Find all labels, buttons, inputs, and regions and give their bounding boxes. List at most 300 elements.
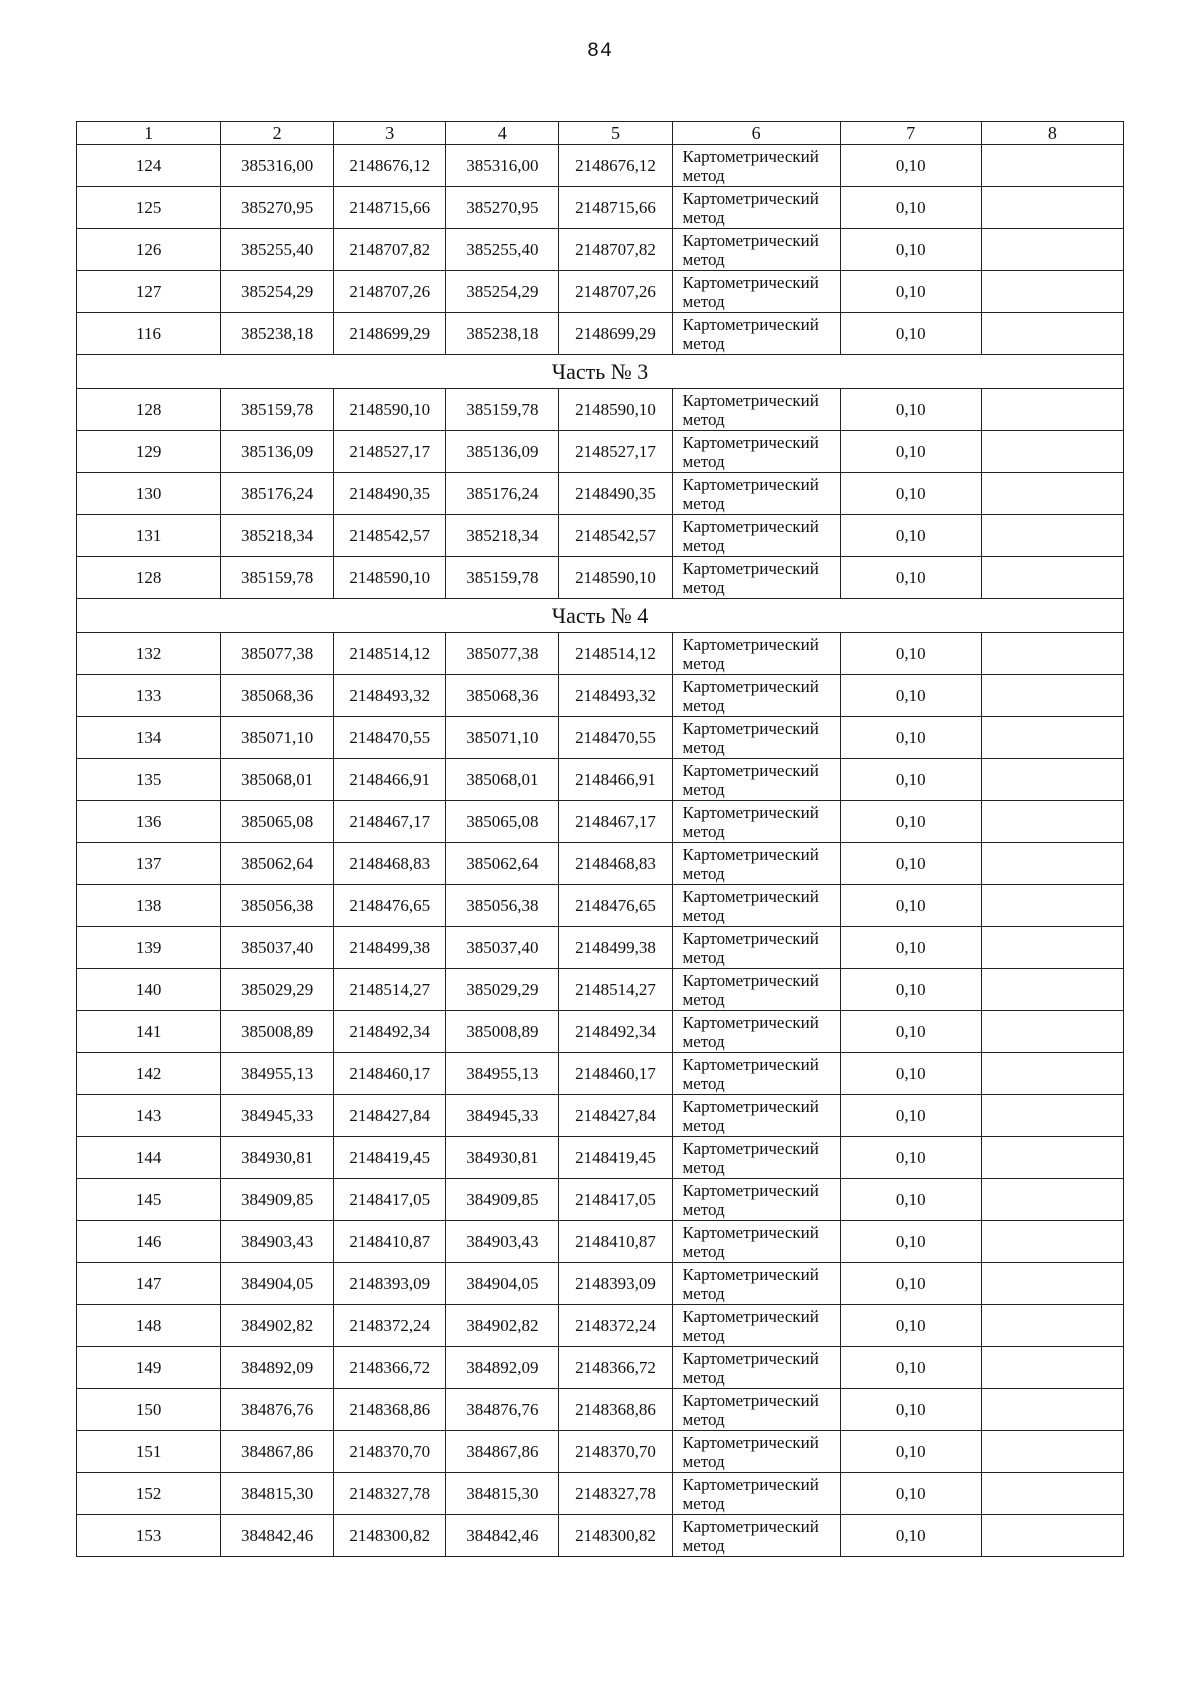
method-line-1: Картометрический xyxy=(682,718,819,738)
y-coord: 2148410,87 xyxy=(334,1221,446,1263)
y-coord: 2148427,84 xyxy=(334,1095,446,1137)
column-8-cell xyxy=(981,1473,1123,1515)
x-coord: 384867,86 xyxy=(221,1431,334,1473)
method-line-1: Картометрический xyxy=(682,760,819,780)
table-row xyxy=(77,557,1124,599)
column-8-cell xyxy=(981,515,1123,557)
point-number: 142 xyxy=(77,1053,221,1095)
column-8-cell xyxy=(981,1179,1123,1221)
column-8-cell xyxy=(981,1053,1123,1095)
column-number: 8 xyxy=(981,122,1123,145)
method-line-1: Картометрический xyxy=(682,146,819,166)
y-coord-2: 2148327,78 xyxy=(559,1473,672,1515)
column-number: 7 xyxy=(840,122,981,145)
y-coord: 2148707,26 xyxy=(334,271,446,313)
method-line-1: Картометрический xyxy=(682,1138,819,1158)
method-line-2: метод xyxy=(682,1493,725,1513)
x-coord: 385029,29 xyxy=(221,969,334,1011)
accuracy: 0,10 xyxy=(840,927,981,969)
point-number: 150 xyxy=(77,1389,221,1431)
column-8-cell xyxy=(981,1011,1123,1053)
y-coord: 2148370,70 xyxy=(334,1431,446,1473)
accuracy: 0,10 xyxy=(840,1011,981,1053)
x-coord-2: 385068,01 xyxy=(446,759,559,801)
method-line-1: Картометрический xyxy=(682,1012,819,1032)
accuracy: 0,10 xyxy=(840,557,981,599)
method-line-2: метод xyxy=(682,207,725,227)
determination-method xyxy=(672,1431,840,1473)
y-coord: 2148527,17 xyxy=(334,431,446,473)
x-coord-2: 384945,33 xyxy=(446,1095,559,1137)
y-coord-2: 2148490,35 xyxy=(559,473,672,515)
method-line-1: Картометрический xyxy=(682,634,819,654)
y-coord: 2148492,34 xyxy=(334,1011,446,1053)
method-line-2: метод xyxy=(682,493,725,513)
x-coord-2: 384867,86 xyxy=(446,1431,559,1473)
determination-method xyxy=(672,1473,840,1515)
x-coord: 385218,34 xyxy=(221,515,334,557)
y-coord: 2148490,35 xyxy=(334,473,446,515)
determination-method xyxy=(672,473,840,515)
method-line-2: метод xyxy=(682,653,725,673)
y-coord: 2148460,17 xyxy=(334,1053,446,1095)
x-coord: 385077,38 xyxy=(221,633,334,675)
y-coord: 2148368,86 xyxy=(334,1389,446,1431)
x-coord-2: 385029,29 xyxy=(446,969,559,1011)
accuracy: 0,10 xyxy=(840,1137,981,1179)
point-number: 128 xyxy=(77,389,221,431)
column-8-cell xyxy=(981,187,1123,229)
accuracy: 0,10 xyxy=(840,1221,981,1263)
method-line-2: метод xyxy=(682,1367,725,1387)
method-line-2: метод xyxy=(682,1157,725,1177)
table-row xyxy=(77,1347,1124,1389)
table-row xyxy=(77,1137,1124,1179)
x-coord: 385159,78 xyxy=(221,557,334,599)
table-row xyxy=(77,759,1124,801)
x-coord-2: 384892,09 xyxy=(446,1347,559,1389)
x-coord: 385270,95 xyxy=(221,187,334,229)
column-8-cell xyxy=(981,633,1123,675)
point-number: 139 xyxy=(77,927,221,969)
y-coord: 2148327,78 xyxy=(334,1473,446,1515)
table-row xyxy=(77,1095,1124,1137)
method-line-2: метод xyxy=(682,1241,725,1261)
y-coord: 2148493,32 xyxy=(334,675,446,717)
column-number: 1 xyxy=(77,122,221,145)
x-coord: 384902,82 xyxy=(221,1305,334,1347)
column-8-cell xyxy=(981,229,1123,271)
column-number: 3 xyxy=(334,122,446,145)
point-number: 134 xyxy=(77,717,221,759)
method-line-2: метод xyxy=(682,1325,725,1345)
accuracy: 0,10 xyxy=(840,473,981,515)
y-coord-2: 2148393,09 xyxy=(559,1263,672,1305)
x-coord: 384909,85 xyxy=(221,1179,334,1221)
method-line-2: метод xyxy=(682,821,725,841)
determination-method xyxy=(672,717,840,759)
x-coord: 384876,76 xyxy=(221,1389,334,1431)
column-number: 6 xyxy=(672,122,840,145)
table-row xyxy=(77,515,1124,557)
accuracy: 0,10 xyxy=(840,187,981,229)
table-row xyxy=(77,969,1124,1011)
table-row xyxy=(77,1263,1124,1305)
method-line-1: Картометрический xyxy=(682,314,819,334)
column-8-cell xyxy=(981,1095,1123,1137)
coordinates-table xyxy=(76,121,1124,1557)
y-coord: 2148699,29 xyxy=(334,313,446,355)
y-coord-2: 2148527,17 xyxy=(559,431,672,473)
table-row xyxy=(77,187,1124,229)
point-number: 149 xyxy=(77,1347,221,1389)
determination-method xyxy=(672,1389,840,1431)
determination-method xyxy=(672,1305,840,1347)
x-coord: 384892,09 xyxy=(221,1347,334,1389)
accuracy: 0,10 xyxy=(840,843,981,885)
table-row xyxy=(77,1389,1124,1431)
table-row xyxy=(77,717,1124,759)
y-coord-2: 2148460,17 xyxy=(559,1053,672,1095)
y-coord: 2148372,24 xyxy=(334,1305,446,1347)
accuracy: 0,10 xyxy=(840,1053,981,1095)
column-8-cell xyxy=(981,313,1123,355)
determination-method xyxy=(672,515,840,557)
method-line-1: Картометрический xyxy=(682,558,819,578)
x-coord-2: 384815,30 xyxy=(446,1473,559,1515)
x-coord: 385238,18 xyxy=(221,313,334,355)
determination-method xyxy=(672,1137,840,1179)
method-line-1: Картометрический xyxy=(682,928,819,948)
x-coord: 384903,43 xyxy=(221,1221,334,1263)
x-coord: 385255,40 xyxy=(221,229,334,271)
y-coord-2: 2148542,57 xyxy=(559,515,672,557)
x-coord: 384815,30 xyxy=(221,1473,334,1515)
x-coord-2: 385218,34 xyxy=(446,515,559,557)
determination-method xyxy=(672,843,840,885)
accuracy: 0,10 xyxy=(840,885,981,927)
y-coord: 2148590,10 xyxy=(334,557,446,599)
table-row xyxy=(77,927,1124,969)
accuracy: 0,10 xyxy=(840,1347,981,1389)
y-coord: 2148514,12 xyxy=(334,633,446,675)
method-line-2: метод xyxy=(682,1115,725,1135)
method-line-2: метод xyxy=(682,737,725,757)
y-coord-2: 2148368,86 xyxy=(559,1389,672,1431)
y-coord: 2148676,12 xyxy=(334,145,446,187)
x-coord: 385056,38 xyxy=(221,885,334,927)
determination-method xyxy=(672,431,840,473)
x-coord-2: 385056,38 xyxy=(446,885,559,927)
column-8-cell xyxy=(981,759,1123,801)
accuracy: 0,10 xyxy=(840,1389,981,1431)
accuracy: 0,10 xyxy=(840,759,981,801)
accuracy: 0,10 xyxy=(840,1305,981,1347)
table-row xyxy=(77,271,1124,313)
accuracy: 0,10 xyxy=(840,801,981,843)
method-line-1: Картометрический xyxy=(682,474,819,494)
method-line-1: Картометрический xyxy=(682,844,819,864)
method-line-2: метод xyxy=(682,905,725,925)
x-coord-2: 385316,00 xyxy=(446,145,559,187)
y-coord-2: 2148499,38 xyxy=(559,927,672,969)
point-number: 144 xyxy=(77,1137,221,1179)
y-coord-2: 2148493,32 xyxy=(559,675,672,717)
x-coord: 385068,01 xyxy=(221,759,334,801)
x-coord-2: 384902,82 xyxy=(446,1305,559,1347)
determination-method xyxy=(672,1095,840,1137)
table-row xyxy=(77,1473,1124,1515)
column-8-cell xyxy=(981,969,1123,1011)
y-coord-2: 2148590,10 xyxy=(559,557,672,599)
column-number: 4 xyxy=(446,122,559,145)
method-line-2: метод xyxy=(682,1535,725,1555)
method-line-2: метод xyxy=(682,989,725,1009)
point-number: 126 xyxy=(77,229,221,271)
determination-method xyxy=(672,633,840,675)
column-8-cell xyxy=(981,1347,1123,1389)
method-line-1: Картометрический xyxy=(682,390,819,410)
method-line-2: метод xyxy=(682,1283,725,1303)
accuracy: 0,10 xyxy=(840,515,981,557)
y-coord-2: 2148715,66 xyxy=(559,187,672,229)
table-row xyxy=(77,389,1124,431)
x-coord-2: 385062,64 xyxy=(446,843,559,885)
method-line-1: Картометрический xyxy=(682,432,819,452)
method-line-2: метод xyxy=(682,863,725,883)
x-coord-2: 384955,13 xyxy=(446,1053,559,1095)
accuracy: 0,10 xyxy=(840,969,981,1011)
x-coord: 384842,46 xyxy=(221,1515,334,1557)
table-row xyxy=(77,885,1124,927)
method-line-2: метод xyxy=(682,779,725,799)
method-line-1: Картометрический xyxy=(682,886,819,906)
y-coord-2: 2148370,70 xyxy=(559,1431,672,1473)
accuracy: 0,10 xyxy=(840,717,981,759)
accuracy: 0,10 xyxy=(840,1431,981,1473)
y-coord: 2148417,05 xyxy=(334,1179,446,1221)
method-line-2: метод xyxy=(682,165,725,185)
method-line-1: Картометрический xyxy=(682,1516,819,1536)
method-line-2: метод xyxy=(682,577,725,597)
x-coord: 385254,29 xyxy=(221,271,334,313)
determination-method xyxy=(672,1011,840,1053)
y-coord-2: 2148366,72 xyxy=(559,1347,672,1389)
point-number: 151 xyxy=(77,1431,221,1473)
point-number: 138 xyxy=(77,885,221,927)
y-coord-2: 2148470,55 xyxy=(559,717,672,759)
x-coord-2: 384842,46 xyxy=(446,1515,559,1557)
method-line-2: метод xyxy=(682,409,725,429)
accuracy: 0,10 xyxy=(840,145,981,187)
table-row xyxy=(77,1179,1124,1221)
column-8-cell xyxy=(981,1305,1123,1347)
y-coord-2: 2148419,45 xyxy=(559,1137,672,1179)
column-8-cell xyxy=(981,1137,1123,1179)
y-coord-2: 2148476,65 xyxy=(559,885,672,927)
determination-method xyxy=(672,1515,840,1557)
determination-method xyxy=(672,145,840,187)
method-line-2: метод xyxy=(682,291,725,311)
method-line-1: Картометрический xyxy=(682,1348,819,1368)
point-number: 148 xyxy=(77,1305,221,1347)
point-number: 127 xyxy=(77,271,221,313)
accuracy: 0,10 xyxy=(840,229,981,271)
accuracy: 0,10 xyxy=(840,1179,981,1221)
point-number: 124 xyxy=(77,145,221,187)
x-coord-2: 385068,36 xyxy=(446,675,559,717)
y-coord: 2148476,65 xyxy=(334,885,446,927)
x-coord-2: 385254,29 xyxy=(446,271,559,313)
y-coord-2: 2148514,27 xyxy=(559,969,672,1011)
method-line-2: метод xyxy=(682,947,725,967)
accuracy: 0,10 xyxy=(840,1095,981,1137)
point-number: 132 xyxy=(77,633,221,675)
column-8-cell xyxy=(981,801,1123,843)
point-number: 116 xyxy=(77,313,221,355)
x-coord: 385176,24 xyxy=(221,473,334,515)
accuracy: 0,10 xyxy=(840,1515,981,1557)
accuracy: 0,10 xyxy=(840,271,981,313)
determination-method xyxy=(672,969,840,1011)
x-coord-2: 385071,10 xyxy=(446,717,559,759)
point-number: 145 xyxy=(77,1179,221,1221)
y-coord: 2148393,09 xyxy=(334,1263,446,1305)
x-coord: 384930,81 xyxy=(221,1137,334,1179)
x-coord-2: 385159,78 xyxy=(446,389,559,431)
y-coord-2: 2148707,82 xyxy=(559,229,672,271)
y-coord: 2148590,10 xyxy=(334,389,446,431)
x-coord-2: 384904,05 xyxy=(446,1263,559,1305)
method-line-2: метод xyxy=(682,1031,725,1051)
x-coord-2: 385008,89 xyxy=(446,1011,559,1053)
point-number: 141 xyxy=(77,1011,221,1053)
y-coord-2: 2148492,34 xyxy=(559,1011,672,1053)
method-line-1: Картометрический xyxy=(682,188,819,208)
method-line-1: Картометрический xyxy=(682,970,819,990)
determination-method xyxy=(672,1347,840,1389)
point-number: 135 xyxy=(77,759,221,801)
column-8-cell xyxy=(981,1221,1123,1263)
determination-method xyxy=(672,271,840,313)
point-number: 125 xyxy=(77,187,221,229)
x-coord-2: 385077,38 xyxy=(446,633,559,675)
method-line-1: Картометрический xyxy=(682,1390,819,1410)
x-coord-2: 385176,24 xyxy=(446,473,559,515)
y-coord-2: 2148468,83 xyxy=(559,843,672,885)
point-number: 136 xyxy=(77,801,221,843)
determination-method xyxy=(672,557,840,599)
x-coord-2: 385270,95 xyxy=(446,187,559,229)
x-coord-2: 385065,08 xyxy=(446,801,559,843)
column-8-cell xyxy=(981,145,1123,187)
x-coord-2: 384930,81 xyxy=(446,1137,559,1179)
determination-method xyxy=(672,801,840,843)
table-row xyxy=(77,843,1124,885)
x-coord-2: 385136,09 xyxy=(446,431,559,473)
x-coord: 385071,10 xyxy=(221,717,334,759)
column-number-header xyxy=(77,122,1124,145)
y-coord: 2148470,55 xyxy=(334,717,446,759)
point-number: 129 xyxy=(77,431,221,473)
y-coord: 2148467,17 xyxy=(334,801,446,843)
y-coord: 2148707,82 xyxy=(334,229,446,271)
method-line-1: Картометрический xyxy=(682,230,819,250)
table-row xyxy=(77,801,1124,843)
point-number: 128 xyxy=(77,557,221,599)
point-number: 146 xyxy=(77,1221,221,1263)
method-line-2: метод xyxy=(682,451,725,471)
x-coord-2: 384876,76 xyxy=(446,1389,559,1431)
determination-method xyxy=(672,1263,840,1305)
method-line-2: метод xyxy=(682,535,725,555)
x-coord: 385065,08 xyxy=(221,801,334,843)
x-coord-2: 385159,78 xyxy=(446,557,559,599)
determination-method xyxy=(672,229,840,271)
x-coord: 385316,00 xyxy=(221,145,334,187)
table-row xyxy=(77,633,1124,675)
table-row xyxy=(77,1221,1124,1263)
y-coord-2: 2148514,12 xyxy=(559,633,672,675)
column-8-cell xyxy=(981,431,1123,473)
y-coord: 2148419,45 xyxy=(334,1137,446,1179)
determination-method xyxy=(672,885,840,927)
column-8-cell xyxy=(981,557,1123,599)
section-title: Часть № 3 xyxy=(77,355,1124,389)
y-coord-2: 2148467,17 xyxy=(559,801,672,843)
determination-method xyxy=(672,1179,840,1221)
accuracy: 0,10 xyxy=(840,313,981,355)
table-body xyxy=(77,122,1124,1557)
section-title: Часть № 4 xyxy=(77,599,1124,633)
column-8-cell xyxy=(981,717,1123,759)
x-coord: 385008,89 xyxy=(221,1011,334,1053)
table-row xyxy=(77,1431,1124,1473)
method-line-1: Картометрический xyxy=(682,1264,819,1284)
method-line-2: метод xyxy=(682,695,725,715)
y-coord: 2148300,82 xyxy=(334,1515,446,1557)
table-row xyxy=(77,1305,1124,1347)
table-row xyxy=(77,1011,1124,1053)
y-coord-2: 2148466,91 xyxy=(559,759,672,801)
point-number: 130 xyxy=(77,473,221,515)
y-coord: 2148466,91 xyxy=(334,759,446,801)
column-8-cell xyxy=(981,389,1123,431)
method-line-1: Картометрический xyxy=(682,802,819,822)
point-number: 133 xyxy=(77,675,221,717)
determination-method xyxy=(672,759,840,801)
section-header xyxy=(77,599,1124,633)
method-line-2: метод xyxy=(682,1409,725,1429)
method-line-1: Картометрический xyxy=(682,1222,819,1242)
section-header xyxy=(77,355,1124,389)
accuracy: 0,10 xyxy=(840,675,981,717)
point-number: 147 xyxy=(77,1263,221,1305)
table-row xyxy=(77,145,1124,187)
point-number: 143 xyxy=(77,1095,221,1137)
y-coord-2: 2148707,26 xyxy=(559,271,672,313)
y-coord-2: 2148410,87 xyxy=(559,1221,672,1263)
y-coord-2: 2148590,10 xyxy=(559,389,672,431)
method-line-1: Картометрический xyxy=(682,1432,819,1452)
x-coord-2: 384909,85 xyxy=(446,1179,559,1221)
column-8-cell xyxy=(981,927,1123,969)
y-coord-2: 2148417,05 xyxy=(559,1179,672,1221)
y-coord: 2148468,83 xyxy=(334,843,446,885)
table-row xyxy=(77,473,1124,515)
y-coord: 2148542,57 xyxy=(334,515,446,557)
column-8-cell xyxy=(981,1263,1123,1305)
